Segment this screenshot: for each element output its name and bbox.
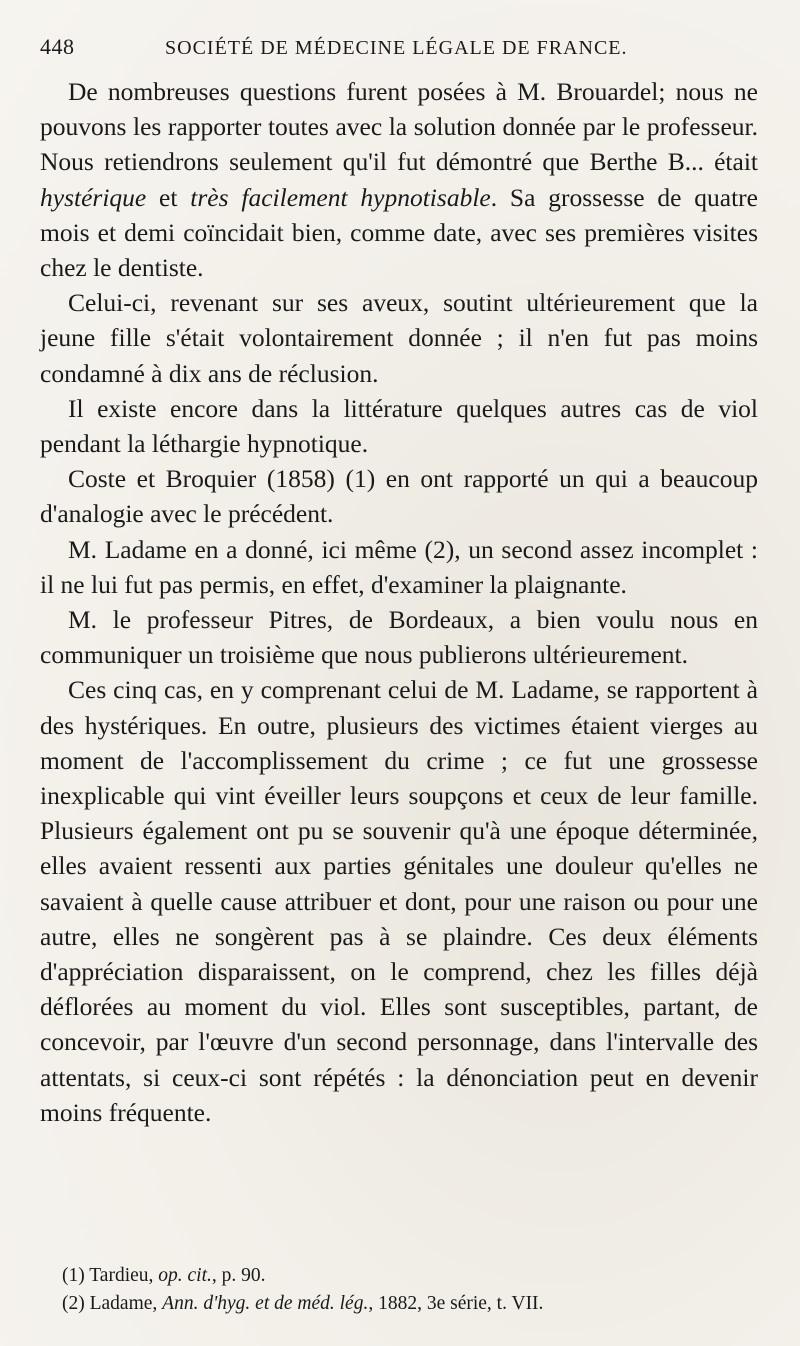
body-text [40,74,758,1130]
footnote [62,1262,760,1290]
footnotes [62,1262,760,1318]
italic-term: très facilement hypnotisable [190,182,491,212]
running-title: SOCIÉTÉ DE MÉDECINE LÉGALE DE FRANCE. [165,37,628,59]
paragraph: Coste et Broquier (1858) (1) en ont rapporté un qui a beaucoup d'analogie avec le précédent. [40,464,758,529]
paragraph-text: De nombreuses questions furent posées à M. Brouardel; nous ne pouvons les rapporter toutes avec la solution donnée par le professeur. Nous retiendrons seulement qu'il fut démontré que Berthe B... était [40,77,758,177]
footnote-text: , 1882, 3e série, t. VII. [368,1293,544,1314]
paragraph-text: . Sa grossesse de quatre mois et demi coïncidait bien, comme date, avec ses premières visites chez le dentiste. [40,182,758,283]
paragraph: Ces cinq cas, en y comprenant celui de M. Ladame, se rapportent à des hystériques. En outre, plusieurs des victimes étaient vierges au moment de l'accomplissement du crime ; ce fut une grossesse inexplicable qui vint éveiller leurs soupçons et ceux de leur famille. Plusieurs également ont pu se souvenir qu'à une époque déterminée, elles avaient ressenti aux parties génitales une douleur qu'elles ne savaient à quelle cause attribuer et dont, pour une raison ou pour une autre, elles ne songèrent pas à se plaindre. Ces deux éléments d'appréciation disparaissent, on le comprend, chez les filles déjà déflorées au moment du viol. Elles sont susceptibles, partant, de concevoir, par l'œuvre d'un second personnage, dans l'intervalle des attentats, si ceux-ci sont répétés : la dénonciation peut en devenir moins fréquente. [40,675,758,1127]
paragraph: M. Ladame en a donné, ici même (2), un second assez incomplet : il ne lui fut pas permis, en effet, d'examiner la plaignante. [40,534,758,599]
running-head [40,34,758,74]
footnote-text: , p. 90. [211,1265,266,1286]
footnote-text: (2) Ladame, [62,1293,163,1314]
footnote-italic: op. cit. [158,1265,212,1286]
footnote-italic: Ann. d'hyg. et de méd. lég. [162,1293,369,1314]
page-number: 448 [40,34,75,59]
footnote [62,1290,760,1318]
footnote-text: (1) Tardieu, [62,1265,159,1286]
italic-term: hystérique [40,182,147,212]
paragraph: Il existe encore dans la littérature quelques autres cas de viol pendant la léthargie hypnotique. [40,393,758,459]
paragraph: Celui-ci, revenant sur ses aveux, soutint ultérieurement que la jeune fille s'était volontairement donnée ; il n'en fut pas moins condamné à dix ans de réclusion. [40,288,758,388]
paragraph [40,74,758,285]
paragraph-text: et [146,182,191,212]
paragraph: M. le professeur Pitres, de Bordeaux, a bien voulu nous en communiquer un troisième que nous publierons ultérieurement. [40,605,758,670]
